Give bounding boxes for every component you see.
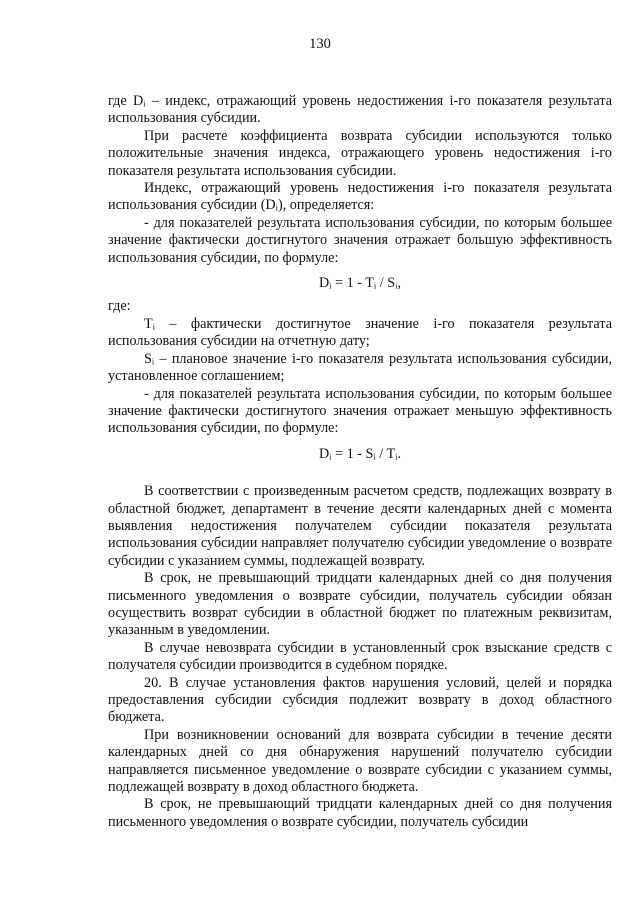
paragraph-case-lower-efficiency: - для показателей результата использования субсидии, по которым большее значение фактически достигнутого значения отражает меньшую эффективность использования субсидии, по формуле: bbox=[108, 385, 612, 437]
paragraph-where: где: bbox=[108, 298, 131, 315]
formula-2: Dᵢ = 1 - Sᵢ / Tᵢ. bbox=[318, 445, 402, 462]
paragraph-notification: В соответствии с произведенным расчетом средств, подлежащих возврату в областной бюджет, департамент в течение десяти календарных дней с момента выявления недостижения получателем субсидии показателя результата использования субсидии направляет получателю субсидии уведомление о возврате субсидии с указанием суммы, подлежащей возврату. bbox=[108, 483, 612, 569]
paragraph-court-recovery: В случае невозврата субсидии в установленный срок взыскание средств с получателя субсидии производится в судебном порядке. bbox=[108, 639, 612, 674]
paragraph-return-deadline: В срок, не превышающий тридцати календарных дней со дня получения письменного уведомления о возврате субсидии, получатель субсидии обязан осуществить возврат субсидии в областной бюджет по платежным реквизитам, указанным в уведомлении. bbox=[108, 570, 612, 639]
page-number: 130 bbox=[309, 36, 331, 52]
paragraph-case-greater-efficiency: - для показателей результата использования субсидии, по которым большее значение фактически достигнутого значения отражает большую эффективность использования субсидии, по формуле: bbox=[108, 214, 612, 266]
paragraph-final-deadline: В срок, не превышающий тридцати календарных дней со дня получения письменного уведомления о возврате субсидии, получатель субсидии bbox=[108, 796, 612, 830]
paragraph-positive-values: При расчете коэффициента возврата субсидии используются только положительные значения индекса, отражающего уровень недостижения i-го показателя результата использования субсидии. bbox=[108, 127, 612, 179]
formula-1: Dᵢ = 1 - Tᵢ / Sᵢ, bbox=[318, 275, 402, 292]
paragraph-t-definition: Tᵢ – фактически достигнутое значение i-го показателя результата использования субсидии на отчетную дату; bbox=[108, 315, 612, 350]
paragraph-s-definition: Sᵢ – плановое значение i-го показателя результата использования субсидии, установленное соглашением; bbox=[108, 350, 612, 385]
paragraph-index-definition: где Dᵢ – индекс, отражающий уровень недостижения i-го показателя результата использования субсидии. bbox=[108, 93, 612, 127]
paragraph-index-determined: Индекс, отражающий уровень недостижения i-го показателя результата использования субсидии (Dᵢ), определяется: bbox=[108, 180, 612, 214]
paragraph-item-20: 20. В случае установления фактов нарушения условий, целей и порядка предоставления субсидии субсидия подлежит возврату в доход областного бюджета. bbox=[108, 674, 612, 726]
paragraph-violation-notice: При возникновении оснований для возврата субсидии в течение десяти календарных дней со дня обнаружения нарушений получателю субсидии направляется письменное уведомление о возврате субсидии с указанием суммы, подлежащей возврату в доход областного бюджета. bbox=[108, 726, 612, 796]
document-body bbox=[108, 93, 612, 831]
